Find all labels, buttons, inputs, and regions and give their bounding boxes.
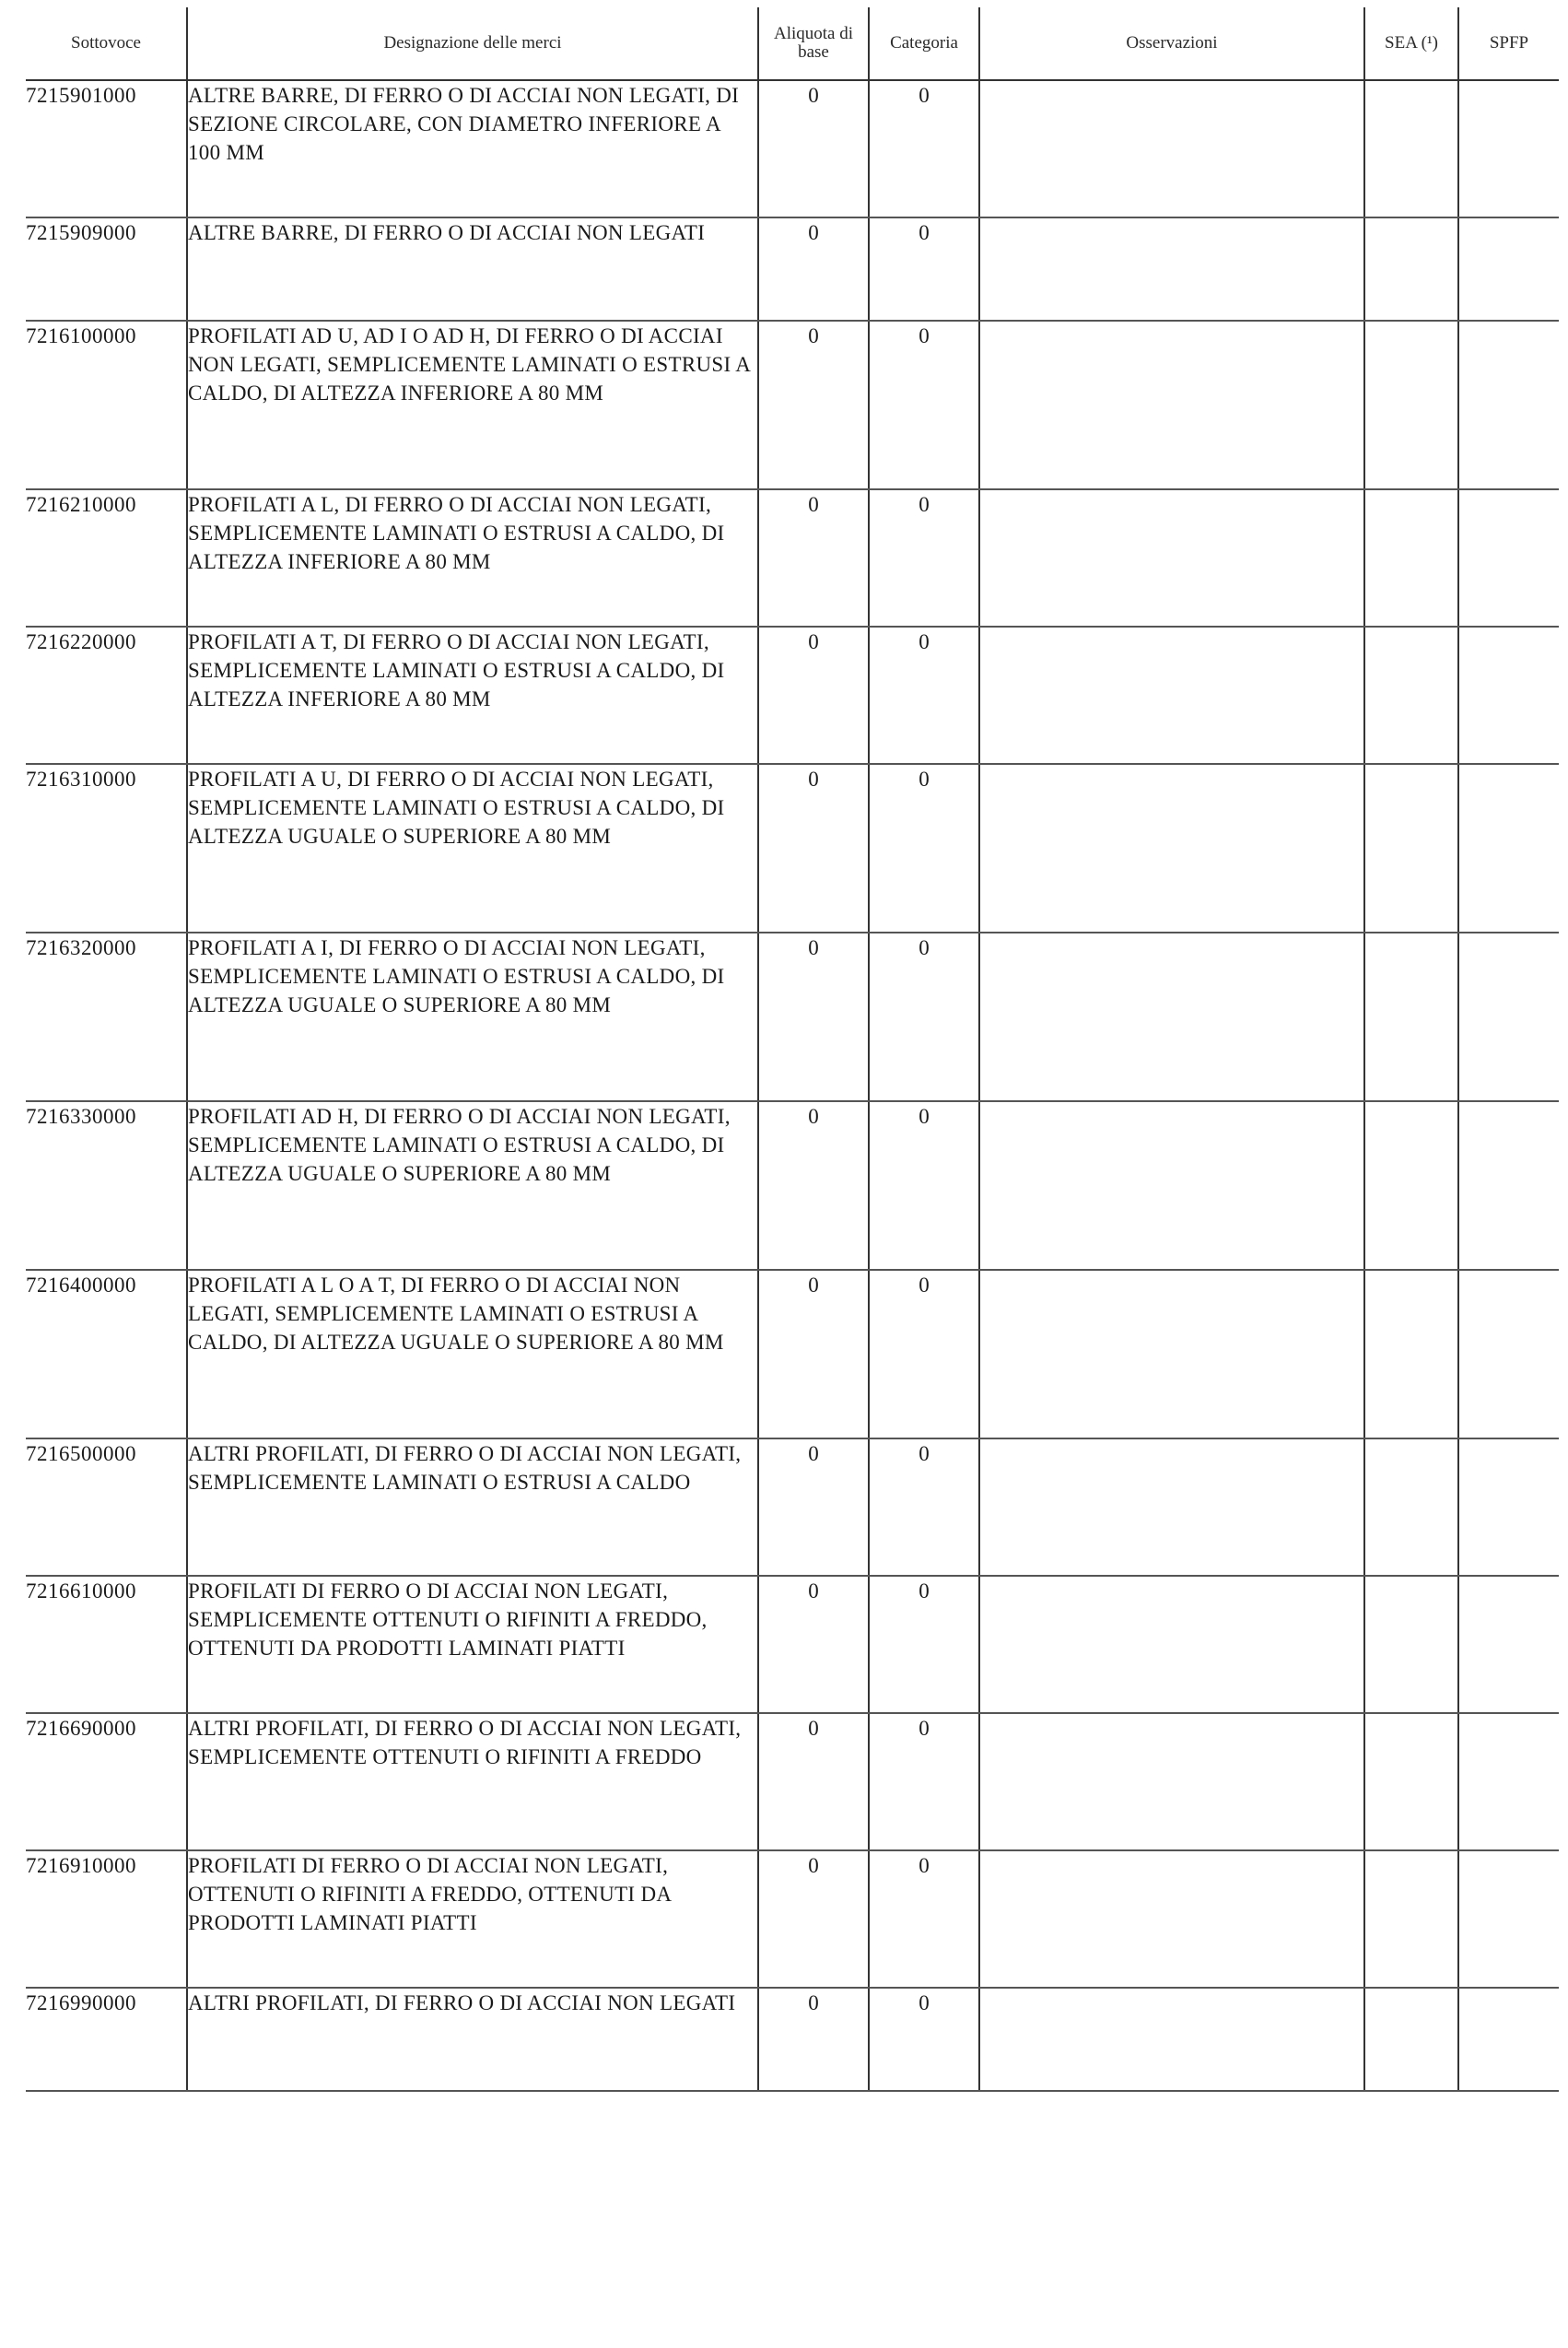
header-category: Categoria — [869, 7, 979, 80]
row-sea — [1364, 1101, 1458, 1270]
row-sea — [1364, 627, 1458, 764]
row-description: PROFILATI AD U, AD I O AD H, DI FERRO O DI ACCIAI NON LEGATI, SEMPLICEMENTE LAMINATI O ESTRUSI A CALDO, DI ALTEZZA INFERIORE A 80 MM — [187, 321, 758, 489]
table-row — [26, 1101, 1559, 1270]
row-sea — [1364, 321, 1458, 489]
table-row — [26, 933, 1559, 1101]
row-code: 7216210000 — [26, 489, 187, 627]
row-sea — [1364, 1713, 1458, 1850]
row-code: 7216330000 — [26, 1101, 187, 1270]
row-description: PROFILATI A L O A T, DI FERRO O DI ACCIAI NON LEGATI, SEMPLICEMENTE LAMINATI O ESTRUSI A CALDO, DI ALTEZZA UGUALE O SUPERIORE A 80 MM — [187, 1270, 758, 1438]
row-spfp — [1458, 627, 1559, 764]
row-spfp — [1458, 1270, 1559, 1438]
row-category: 0 — [869, 627, 979, 764]
row-observations — [979, 627, 1364, 764]
row-code: 7216910000 — [26, 1850, 187, 1988]
row-observations — [979, 1988, 1364, 2091]
row-base-rate: 0 — [758, 764, 869, 933]
row-base-rate: 0 — [758, 1988, 869, 2091]
row-base-rate: 0 — [758, 1576, 869, 1713]
table-header-row — [26, 7, 1559, 80]
row-sea — [1364, 80, 1458, 217]
row-observations — [979, 217, 1364, 321]
row-sea — [1364, 1270, 1458, 1438]
header-observations: Osservazioni — [979, 7, 1364, 80]
row-observations — [979, 933, 1364, 1101]
header-base-rate: Aliquota di base — [758, 7, 869, 80]
table-row — [26, 1988, 1559, 2091]
row-code: 7216100000 — [26, 321, 187, 489]
row-code: 7215909000 — [26, 217, 187, 321]
row-description: PROFILATI A L, DI FERRO O DI ACCIAI NON LEGATI, SEMPLICEMENTE LAMINATI O ESTRUSI A CALDO, DI ALTEZZA INFERIORE A 80 MM — [187, 489, 758, 627]
row-category: 0 — [869, 1850, 979, 1988]
row-code: 7216610000 — [26, 1576, 187, 1713]
row-code: 7216500000 — [26, 1438, 187, 1576]
row-observations — [979, 1713, 1364, 1850]
row-observations — [979, 1101, 1364, 1270]
row-sea — [1364, 489, 1458, 627]
row-category: 0 — [869, 933, 979, 1101]
table-row — [26, 80, 1559, 217]
row-category: 0 — [869, 1101, 979, 1270]
row-sea — [1364, 1988, 1458, 2091]
table-row — [26, 321, 1559, 489]
row-description: PROFILATI A T, DI FERRO O DI ACCIAI NON LEGATI, SEMPLICEMENTE LAMINATI O ESTRUSI A CALDO, DI ALTEZZA INFERIORE A 80 MM — [187, 627, 758, 764]
row-code: 7216400000 — [26, 1270, 187, 1438]
row-base-rate: 0 — [758, 1101, 869, 1270]
row-description: PROFILATI A U, DI FERRO O DI ACCIAI NON LEGATI, SEMPLICEMENTE LAMINATI O ESTRUSI A CALDO, DI ALTEZZA UGUALE O SUPERIORE A 80 MM — [187, 764, 758, 933]
row-spfp — [1458, 321, 1559, 489]
row-description: ALTRE BARRE, DI FERRO O DI ACCIAI NON LEGATI — [187, 217, 758, 321]
table-row — [26, 1576, 1559, 1713]
row-base-rate: 0 — [758, 627, 869, 764]
row-category: 0 — [869, 321, 979, 489]
row-code: 7216990000 — [26, 1988, 187, 2091]
row-spfp — [1458, 1988, 1559, 2091]
row-spfp — [1458, 1713, 1559, 1850]
row-category: 0 — [869, 1438, 979, 1576]
table-row — [26, 1850, 1559, 1988]
row-spfp — [1458, 1101, 1559, 1270]
row-category: 0 — [869, 764, 979, 933]
row-observations — [979, 321, 1364, 489]
row-base-rate: 0 — [758, 1713, 869, 1850]
row-sea — [1364, 1850, 1458, 1988]
row-code: 7216220000 — [26, 627, 187, 764]
row-sea — [1364, 217, 1458, 321]
table-row — [26, 627, 1559, 764]
row-description: ALTRI PROFILATI, DI FERRO O DI ACCIAI NON LEGATI, SEMPLICEMENTE OTTENUTI O RIFINITI A FREDDO — [187, 1713, 758, 1850]
table-row — [26, 489, 1559, 627]
row-sea — [1364, 1576, 1458, 1713]
row-description: ALTRE BARRE, DI FERRO O DI ACCIAI NON LEGATI, DI SEZIONE CIRCOLARE, CON DIAMETRO INFERIORE A 100 MM — [187, 80, 758, 217]
row-category: 0 — [869, 1988, 979, 2091]
row-base-rate: 0 — [758, 1438, 869, 1576]
row-sea — [1364, 1438, 1458, 1576]
row-description: ALTRI PROFILATI, DI FERRO O DI ACCIAI NON LEGATI, SEMPLICEMENTE LAMINATI O ESTRUSI A CALDO — [187, 1438, 758, 1576]
row-spfp — [1458, 489, 1559, 627]
row-spfp — [1458, 764, 1559, 933]
row-description: PROFILATI A I, DI FERRO O DI ACCIAI NON LEGATI, SEMPLICEMENTE LAMINATI O ESTRUSI A CALDO, DI ALTEZZA UGUALE O SUPERIORE A 80 MM — [187, 933, 758, 1101]
row-code: 7216690000 — [26, 1713, 187, 1850]
row-description: PROFILATI DI FERRO O DI ACCIAI NON LEGATI, OTTENUTI O RIFINITI A FREDDO, OTTENUTI DA PRODOTTI LAMINATI PIATTI — [187, 1850, 758, 1988]
row-base-rate: 0 — [758, 80, 869, 217]
row-description: PROFILATI AD H, DI FERRO O DI ACCIAI NON LEGATI, SEMPLICEMENTE LAMINATI O ESTRUSI A CALDO, DI ALTEZZA UGUALE O SUPERIORE A 80 MM — [187, 1101, 758, 1270]
row-description: ALTRI PROFILATI, DI FERRO O DI ACCIAI NON LEGATI — [187, 1988, 758, 2091]
table-row — [26, 217, 1559, 321]
row-code: 7216320000 — [26, 933, 187, 1101]
row-spfp — [1458, 933, 1559, 1101]
row-category: 0 — [869, 1270, 979, 1438]
row-base-rate: 0 — [758, 1270, 869, 1438]
header-sea: SEA (¹) — [1364, 7, 1458, 80]
row-base-rate: 0 — [758, 1850, 869, 1988]
row-category: 0 — [869, 489, 979, 627]
header-code: Sottovoce — [26, 7, 187, 80]
row-sea — [1364, 933, 1458, 1101]
row-category: 0 — [869, 1576, 979, 1713]
table-row — [26, 1270, 1559, 1438]
row-spfp — [1458, 1576, 1559, 1713]
row-observations — [979, 80, 1364, 217]
row-base-rate: 0 — [758, 321, 869, 489]
row-category: 0 — [869, 217, 979, 321]
header-spfp: SPFP — [1458, 7, 1559, 80]
row-observations — [979, 764, 1364, 933]
header-description: Designazione delle merci — [187, 7, 758, 80]
table-body — [26, 80, 1559, 2091]
document-page — [26, 7, 1559, 2092]
row-category: 0 — [869, 80, 979, 217]
row-description: PROFILATI DI FERRO O DI ACCIAI NON LEGATI, SEMPLICEMENTE OTTENUTI O RIFINITI A FREDDO, OTTENUTI DA PRODOTTI LAMINATI PIATTI — [187, 1576, 758, 1713]
row-base-rate: 0 — [758, 489, 869, 627]
row-spfp — [1458, 80, 1559, 217]
table-row — [26, 764, 1559, 933]
row-base-rate: 0 — [758, 217, 869, 321]
row-sea — [1364, 764, 1458, 933]
row-observations — [979, 1576, 1364, 1713]
row-spfp — [1458, 1850, 1559, 1988]
row-observations — [979, 489, 1364, 627]
row-category: 0 — [869, 1713, 979, 1850]
table-row — [26, 1438, 1559, 1576]
row-observations — [979, 1270, 1364, 1438]
row-spfp — [1458, 217, 1559, 321]
table-row — [26, 1713, 1559, 1850]
row-observations — [979, 1850, 1364, 1988]
row-base-rate: 0 — [758, 933, 869, 1101]
row-code: 7215901000 — [26, 80, 187, 217]
tariff-table — [26, 7, 1559, 2092]
row-spfp — [1458, 1438, 1559, 1576]
row-code: 7216310000 — [26, 764, 187, 933]
row-observations — [979, 1438, 1364, 1576]
